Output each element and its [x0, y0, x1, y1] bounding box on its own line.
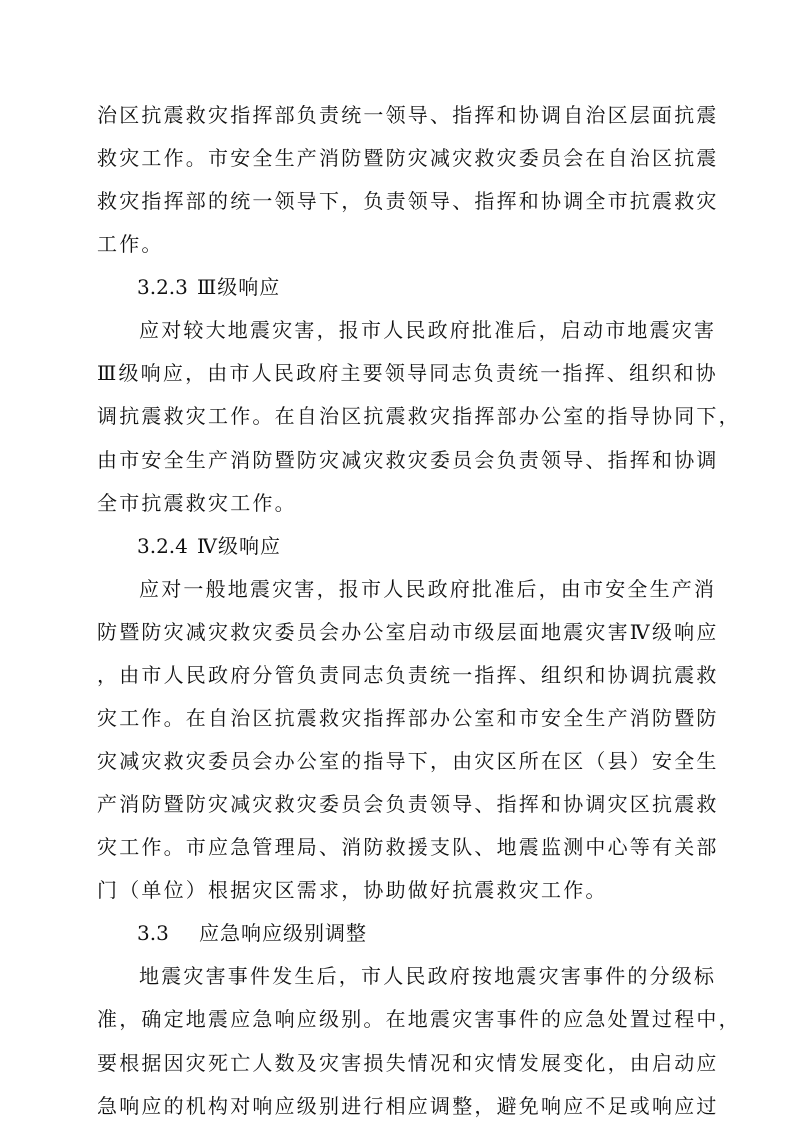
- section-number: 3.3: [137, 921, 169, 945]
- paragraph-line: 灾减灾救灾委员会办公室的指导下，由灾区所在区（县）安全生: [97, 749, 719, 773]
- section-number: 3.2.3: [137, 275, 188, 299]
- paragraph-line: 地震灾害事件发生后，市人民政府按地震灾害事件的分级标: [139, 964, 717, 988]
- paragraph-line: 准，确定地震应急响应级别。在地震灾害事件的应急处置过程中，: [97, 1007, 741, 1031]
- section-number: 3.2.4: [137, 534, 188, 558]
- section-heading-3-3: [137, 917, 737, 949]
- paragraph-line: 产消防暨防灾减灾救灾委员会负责领导、指挥和协调灾区抗震救: [97, 792, 719, 816]
- paragraph-line: 灾工作。在自治区抗震救灾指挥部办公室和市安全生产消防暨防: [97, 706, 719, 730]
- section-heading-3-2-3: [137, 271, 737, 303]
- paragraph-line: 由市安全生产消防暨防灾减灾救灾委员会负责领导、指挥和协调: [97, 448, 719, 472]
- section-heading-3-2-4: [137, 530, 737, 562]
- paragraph-line: 全市抗震救灾工作。: [97, 491, 297, 515]
- paragraph-line: 要根据因灾死亡人数及灾害损失情况和灾情发展变化，由启动应: [97, 1051, 719, 1075]
- paragraph-line: ，由市人民政府分管负责同志负责统一指挥、组织和协调抗震救: [97, 663, 719, 687]
- paragraph-line: 灾工作。市应急管理局、消防救援支队、地震监测中心等有关部: [97, 835, 719, 859]
- paragraph-line: 调抗震救灾工作。在自治区抗震救灾指挥部办公室的指导协同下，: [97, 404, 741, 428]
- paragraph-line: Ⅲ级响应，由市人民政府主要领导同志负责统一指挥、组织和协: [97, 361, 718, 385]
- paragraph-line: 救灾工作。市安全生产消防暨防灾减灾救灾委员会在自治区抗震: [97, 146, 719, 170]
- section-title: 应急响应级别调整: [199, 921, 367, 945]
- paragraph-line: 治区抗震救灾指挥部负责统一领导、指挥和协调自治区层面抗震: [97, 103, 719, 127]
- paragraph-line: 防暨防灾减灾救灾委员会办公室启动市级层面地震灾害Ⅳ级响应: [97, 620, 719, 644]
- paragraph-line: 工作。: [97, 232, 164, 256]
- section-title: Ⅳ级响应: [197, 534, 281, 558]
- paragraph-line: 应对较大地震灾害，报市人民政府批准后，启动市地震灾害: [139, 318, 717, 342]
- paragraph-line: 救灾指挥部的统一领导下，负责领导、指挥和协调全市抗震救灾: [97, 189, 719, 213]
- paragraph-line: 急响应的机构对响应级别进行相应调整，避免响应不足或响应过: [97, 1094, 719, 1118]
- paragraph-line: 应对一般地震灾害，报市人民政府批准后，由市安全生产消: [139, 577, 717, 601]
- section-title: Ⅲ级响应: [197, 275, 281, 299]
- paragraph-line: 门（单位）根据灾区需求，协助做好抗震救灾工作。: [97, 878, 608, 902]
